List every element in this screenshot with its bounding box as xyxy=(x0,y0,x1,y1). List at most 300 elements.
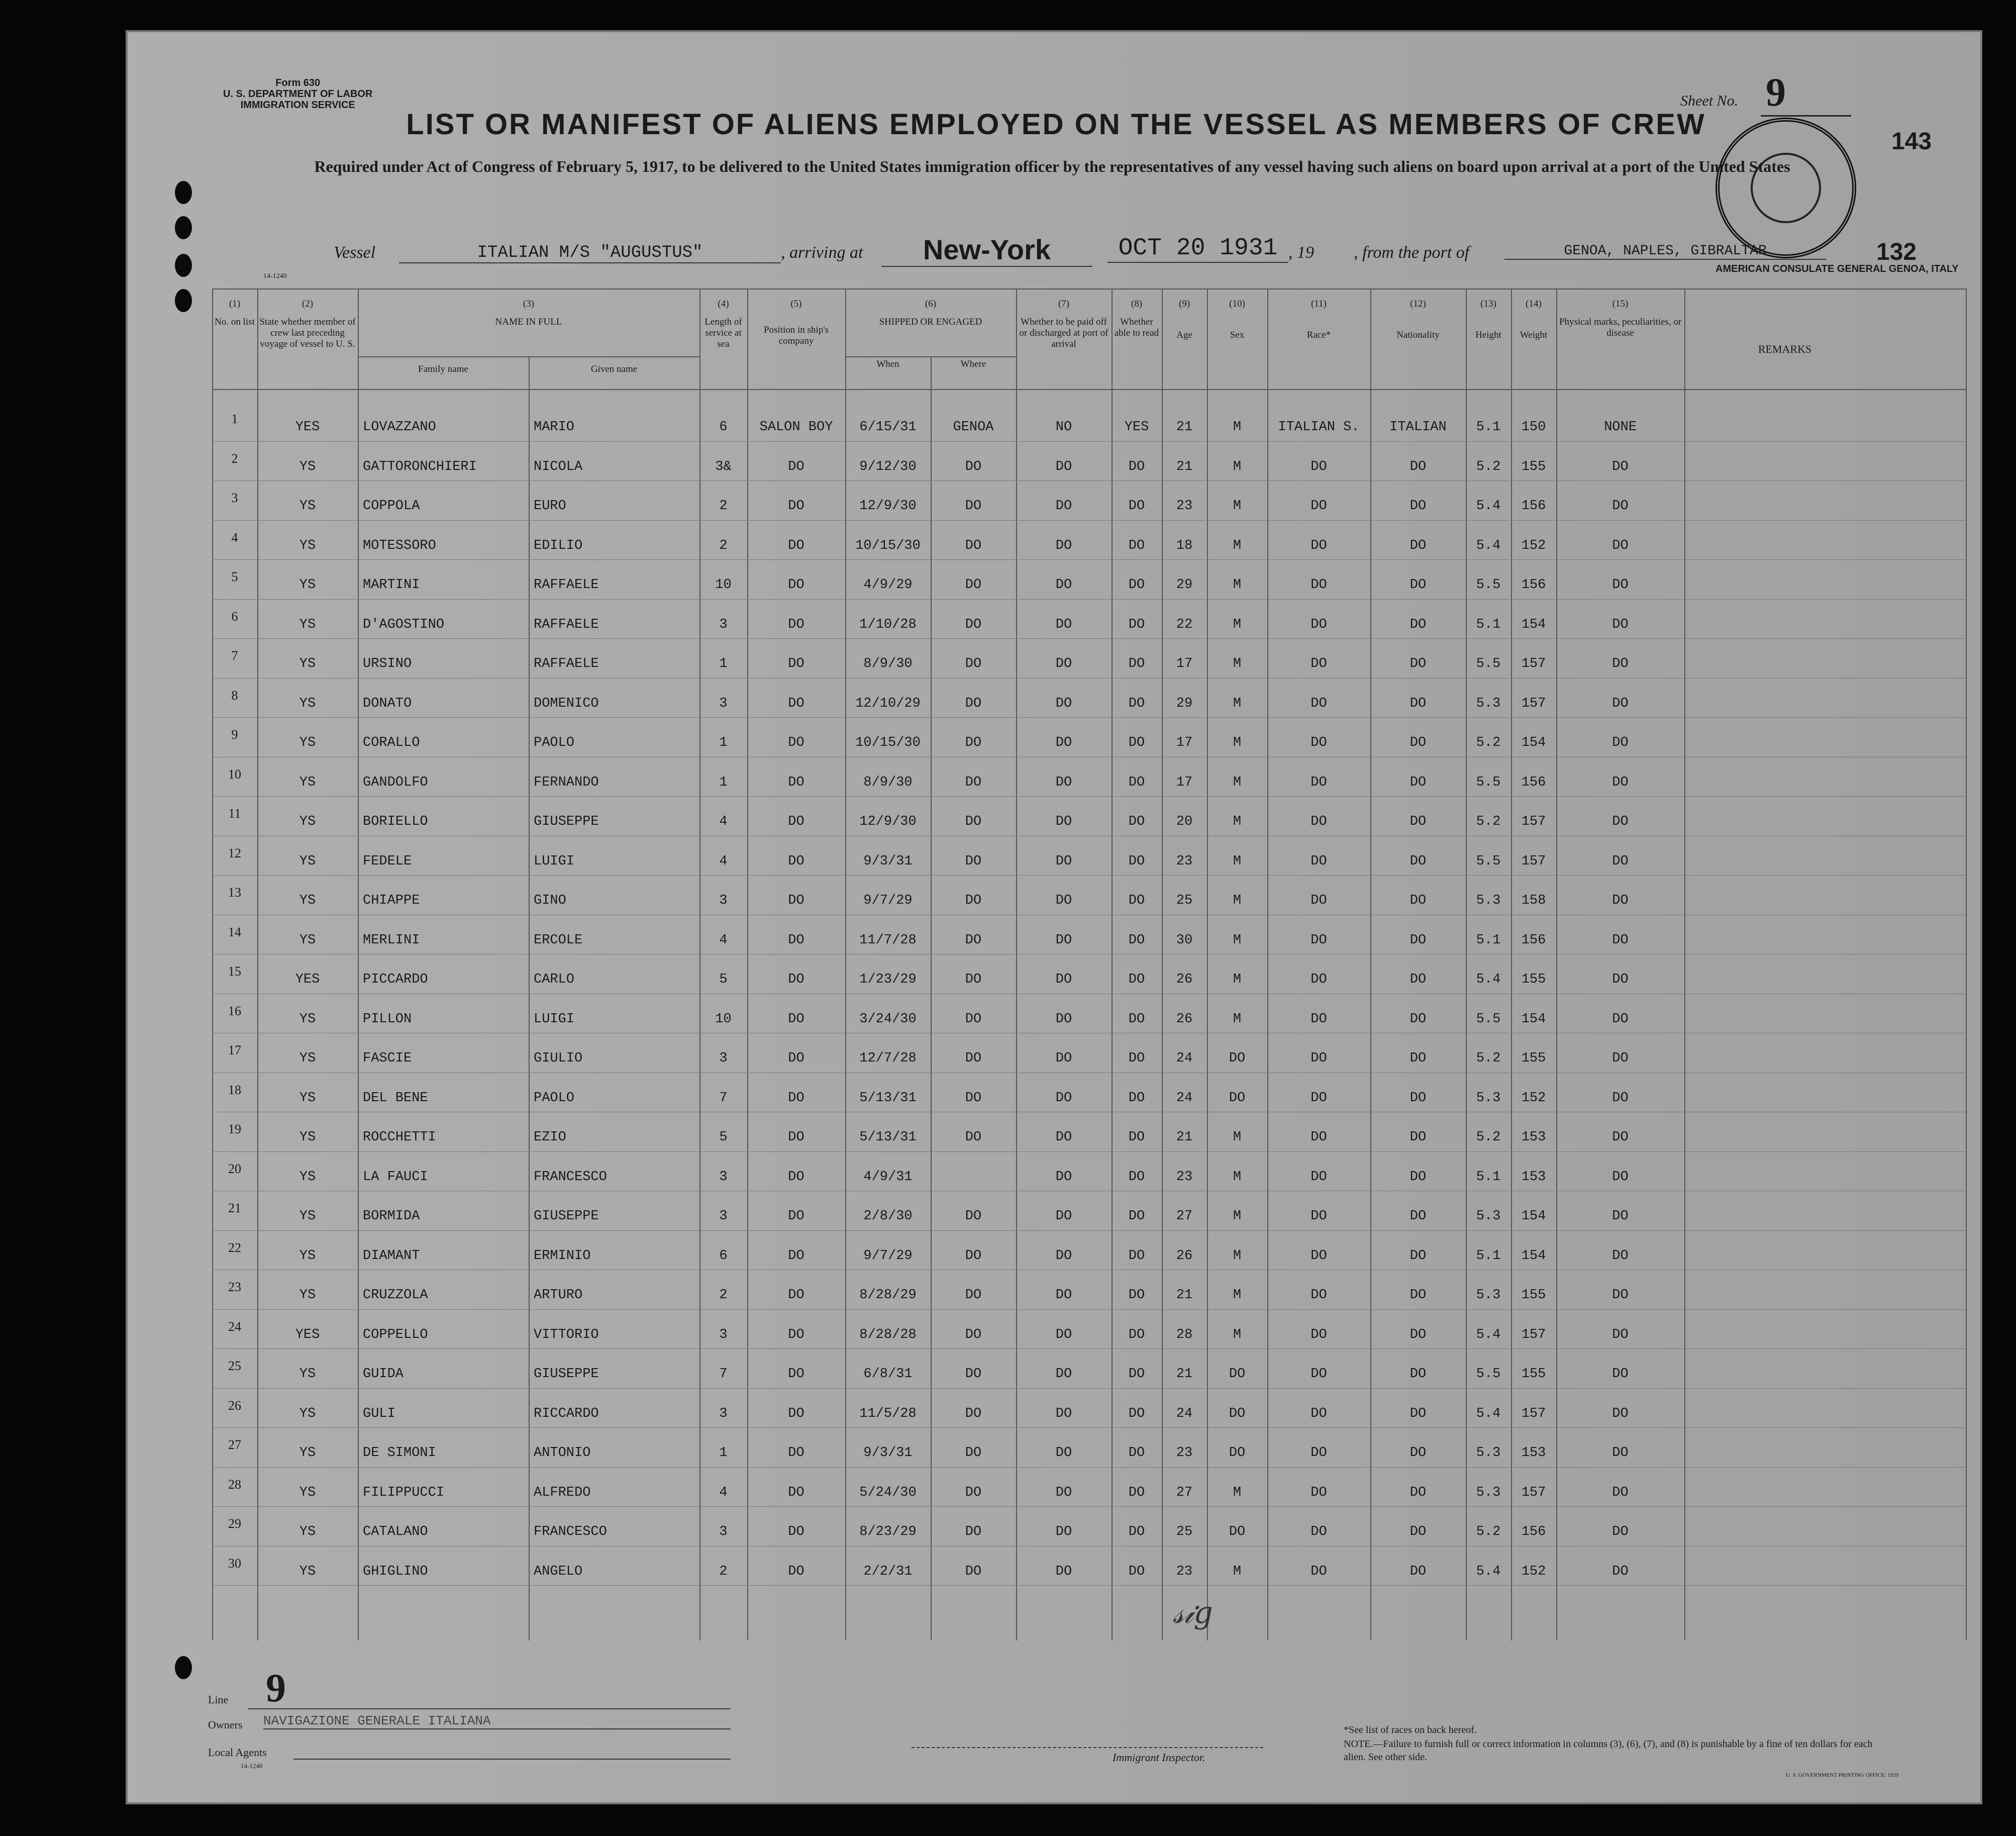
cell-marks: DO xyxy=(1612,1406,1629,1421)
cell-where: DO xyxy=(965,893,982,908)
cell-nat: DO xyxy=(1409,1288,1427,1303)
cell-read: DO xyxy=(1128,775,1145,790)
cell-where: DO xyxy=(965,932,982,948)
column-rule xyxy=(1207,288,1208,1640)
cell-prev: YS xyxy=(299,538,316,553)
form-code-top: 14-1240 xyxy=(263,272,287,280)
cell-race: DO xyxy=(1311,499,1327,514)
inspector-label: Immigrant Inspector. xyxy=(1113,1751,1205,1764)
row-number: 22 xyxy=(228,1240,241,1255)
cell-family: COPPELLO xyxy=(363,1327,428,1342)
cell-given: PAOLO xyxy=(534,1090,575,1106)
cell-height: 5.5 xyxy=(1476,775,1501,790)
cell-prev: YS xyxy=(299,1248,316,1264)
cell-paid: DO xyxy=(1055,1524,1072,1539)
cell-weight: 155 xyxy=(1521,459,1546,474)
department-name: U. S. DEPARTMENT OF LABOR xyxy=(223,88,373,100)
col-sex-label: Sex xyxy=(1230,330,1245,340)
cell-when: 8/9/30 xyxy=(863,656,913,671)
cell-marks: DO xyxy=(1612,735,1629,750)
cell-paid: DO xyxy=(1055,972,1072,987)
cell-given: LUIGI xyxy=(534,1011,575,1027)
col-age-number: (9) xyxy=(1178,299,1190,309)
cell-race: DO xyxy=(1311,1248,1327,1264)
cell-marks: DO xyxy=(1612,932,1629,948)
cell-family: CORALLO xyxy=(363,735,420,750)
col-read-header xyxy=(1112,299,1162,339)
cell-height: 5.1 xyxy=(1476,1169,1501,1185)
cell-marks: DO xyxy=(1612,853,1629,869)
line-number: 9 xyxy=(266,1666,286,1710)
cell-read: YES xyxy=(1124,420,1149,435)
cell-where: DO xyxy=(965,972,982,987)
cell-given: GIUSEPPE xyxy=(534,1209,599,1224)
cell-weight: 155 xyxy=(1521,1288,1546,1303)
cell-nat: DO xyxy=(1409,932,1427,948)
cell-sex: M xyxy=(1233,1130,1242,1145)
column-rule xyxy=(1466,288,1467,1640)
cell-read: DO xyxy=(1128,499,1145,514)
cell-race: DO xyxy=(1311,972,1327,987)
row-rule xyxy=(212,441,1966,442)
cell-weight: 153 xyxy=(1521,1130,1546,1145)
col-read-label: Whether able to read xyxy=(1114,317,1159,338)
col-remarks-header: REMARKS xyxy=(1758,343,1812,355)
cell-marks: DO xyxy=(1612,617,1629,632)
cell-height: 5.4 xyxy=(1476,499,1501,514)
cell-weight: 152 xyxy=(1521,1090,1546,1106)
cell-age: 17 xyxy=(1176,735,1193,750)
cell-marks: DO xyxy=(1612,577,1629,593)
cell-nat: DO xyxy=(1409,972,1427,987)
cell-marks: DO xyxy=(1612,459,1629,474)
cell-family: LOVAZZANO xyxy=(363,420,436,435)
cell-nat: DO xyxy=(1409,1011,1427,1027)
row-number: 8 xyxy=(231,688,238,703)
cell-when: 4/9/31 xyxy=(863,1169,913,1185)
cell-height: 5.4 xyxy=(1476,538,1501,553)
cell-paid: DO xyxy=(1055,1209,1072,1224)
cell-paid: DO xyxy=(1055,1169,1072,1185)
row-number: 20 xyxy=(228,1161,241,1176)
sheet-number: 9 xyxy=(1766,70,1786,115)
cell-nat: DO xyxy=(1409,1051,1427,1066)
document-subtitle: Required under Act of Congress of February 5, 1917, to be delivered to the United States immigration officer by the representatives of any vessel having such aliens on board upon arrival at a port of the United States xyxy=(314,157,1790,175)
col-when-header: When xyxy=(876,359,899,369)
cell-nat: DO xyxy=(1409,499,1427,514)
cell-given: ERMINIO xyxy=(534,1248,591,1264)
cell-weight: 153 xyxy=(1521,1169,1546,1185)
col-family-name-header: Family name xyxy=(418,364,468,374)
cell-weight: 153 xyxy=(1521,1445,1546,1461)
cell-age: 26 xyxy=(1176,1011,1193,1027)
cell-sex: M xyxy=(1233,538,1242,553)
cell-when: 8/23/29 xyxy=(859,1524,917,1539)
races-footnote: *See list of races on back hereof. xyxy=(1344,1724,1477,1735)
cell-nat: DO xyxy=(1409,735,1427,750)
cell-nat: DO xyxy=(1409,1248,1427,1264)
cell-position: DO xyxy=(788,696,804,711)
cell-height: 5.2 xyxy=(1476,735,1501,750)
cell-paid: DO xyxy=(1055,696,1072,711)
cell-age: 24 xyxy=(1176,1051,1193,1066)
from-port-label: , from the port of xyxy=(1354,243,1470,262)
cell-race: DO xyxy=(1311,577,1327,593)
cell-prev: YS xyxy=(299,735,316,750)
col-service-header xyxy=(699,299,747,350)
row-rule xyxy=(212,638,1966,639)
cell-prev: YS xyxy=(299,1406,316,1421)
column-rule xyxy=(1370,288,1371,1640)
cell-when: 12/7/28 xyxy=(859,1051,917,1066)
cell-paid: DO xyxy=(1055,538,1072,553)
cell-paid: DO xyxy=(1055,1327,1072,1342)
cell-family: D'AGOSTINO xyxy=(363,617,445,632)
cell-weight: 157 xyxy=(1521,1485,1546,1500)
cell-when: 10/15/30 xyxy=(855,538,921,553)
cell-race: DO xyxy=(1311,932,1327,948)
cell-height: 5.4 xyxy=(1476,972,1501,987)
arrival-date: OCT 20 1931 xyxy=(1107,235,1288,263)
cell-service: 3 xyxy=(719,1169,728,1185)
col-race-header xyxy=(1267,299,1370,341)
owners-value: NAVIGAZIONE GENERALE ITALIANA xyxy=(263,1713,731,1729)
cell-prev: YS xyxy=(299,853,316,869)
cell-where: DO xyxy=(965,696,982,711)
cell-position: DO xyxy=(788,1327,804,1342)
cell-race: DO xyxy=(1311,1485,1327,1500)
cell-weight: 154 xyxy=(1521,1209,1546,1224)
cell-prev: YS xyxy=(299,1169,316,1185)
cell-family: DONATO xyxy=(363,696,412,711)
col-service-label: Length of service at sea xyxy=(704,317,742,349)
cell-position: DO xyxy=(788,459,804,474)
col-prev-voyage-number: (2) xyxy=(301,299,314,309)
cell-marks: DO xyxy=(1612,656,1629,671)
cell-read: DO xyxy=(1128,696,1145,711)
cell-sex: M xyxy=(1233,932,1242,948)
col-service-number: (4) xyxy=(718,299,729,309)
cell-position: DO xyxy=(788,735,804,750)
cell-given: EDILIO xyxy=(534,538,583,553)
cell-sex: M xyxy=(1233,617,1242,632)
cell-position: DO xyxy=(788,1169,804,1185)
cell-nat: DO xyxy=(1409,1090,1427,1106)
form-number: Form 630 xyxy=(275,77,321,88)
cell-height: 5.2 xyxy=(1476,814,1501,829)
cell-race: DO xyxy=(1311,1288,1327,1303)
cell-service: 3 xyxy=(719,1209,728,1224)
cell-prev: YS xyxy=(299,499,316,514)
cell-position: DO xyxy=(788,1011,804,1027)
cell-race: DO xyxy=(1311,853,1327,869)
cell-marks: DO xyxy=(1612,893,1629,908)
cell-weight: 157 xyxy=(1521,1406,1546,1421)
cell-sex: M xyxy=(1233,1169,1242,1185)
cell-given: ERCOLE xyxy=(534,932,583,948)
cell-height: 5.1 xyxy=(1476,617,1501,632)
col-prev-voyage-label: State whether member of crew last preceding voyage of vessel to U. S. xyxy=(259,317,356,349)
cell-marks: DO xyxy=(1612,775,1629,790)
cell-read: DO xyxy=(1128,893,1145,908)
cell-where: DO xyxy=(965,735,982,750)
cell-sex: M xyxy=(1233,735,1242,750)
cell-sex: M xyxy=(1233,420,1242,435)
cell-height: 5.4 xyxy=(1476,1406,1501,1421)
cell-sex: M xyxy=(1233,972,1242,987)
owners-label: Owners xyxy=(208,1718,243,1731)
cell-nat: DO xyxy=(1409,775,1427,790)
cell-position: DO xyxy=(788,1445,804,1461)
cell-height: 5.3 xyxy=(1476,1288,1501,1303)
col-position-number: (5) xyxy=(790,299,802,309)
cell-family: PILLON xyxy=(363,1011,412,1027)
year-label: , 19 xyxy=(1288,243,1314,262)
service-name: IMMIGRATION SERVICE xyxy=(240,100,355,111)
cell-prev: YS xyxy=(299,1130,316,1145)
row-rule xyxy=(212,717,1966,718)
cell-position: DO xyxy=(788,1090,804,1106)
cell-race: DO xyxy=(1311,459,1327,474)
subheader-rule xyxy=(845,356,1016,357)
cell-paid: DO xyxy=(1055,1564,1072,1579)
punch-hole xyxy=(175,289,192,312)
cell-family: PICCARDO xyxy=(363,972,428,987)
cell-family: GANDOLFO xyxy=(363,775,428,790)
cell-marks: DO xyxy=(1612,1130,1629,1145)
cell-prev: YS xyxy=(299,1524,316,1539)
cell-when: 6/8/31 xyxy=(863,1367,913,1382)
col-shipped-label: SHIPPED OR ENGAGED xyxy=(879,317,982,327)
cell-prev: YS xyxy=(299,1090,316,1106)
column-rule xyxy=(1684,288,1685,1640)
cell-service: 7 xyxy=(719,1367,728,1382)
cell-when: 6/15/31 xyxy=(859,420,917,435)
cell-age: 25 xyxy=(1176,1524,1193,1539)
cell-marks: DO xyxy=(1612,1445,1629,1461)
cell-nat: ITALIAN xyxy=(1389,420,1447,435)
cell-given: NICOLA xyxy=(534,459,583,474)
cell-read: DO xyxy=(1128,1209,1145,1224)
cell-service: 5 xyxy=(719,972,728,987)
cell-prev: YS xyxy=(299,656,316,671)
crew-table xyxy=(212,288,1966,1640)
cell-where: DO xyxy=(965,1445,982,1461)
cell-marks: DO xyxy=(1612,1288,1629,1303)
cell-read: DO xyxy=(1128,656,1145,671)
row-rule xyxy=(212,1151,1966,1152)
cell-sex: DO xyxy=(1229,1367,1246,1382)
cell-position: DO xyxy=(788,853,804,869)
cell-weight: 154 xyxy=(1521,735,1546,750)
cell-race: DO xyxy=(1311,1011,1327,1027)
column-rule xyxy=(845,288,846,1640)
cell-position: DO xyxy=(788,577,804,593)
cell-service: 2 xyxy=(719,499,728,514)
row-number: 25 xyxy=(228,1359,241,1373)
cell-read: DO xyxy=(1128,1367,1145,1382)
cell-when: 5/13/31 xyxy=(859,1130,917,1145)
row-number: 29 xyxy=(228,1516,241,1531)
cell-service: 3 xyxy=(719,1327,728,1342)
cell-height: 5.2 xyxy=(1476,1524,1501,1539)
col-weight-header xyxy=(1511,299,1556,341)
cell-sex: M xyxy=(1233,893,1242,908)
cell-given: GIUSEPPE xyxy=(534,1367,599,1382)
row-number: 2 xyxy=(231,451,238,466)
cell-age: 24 xyxy=(1176,1406,1193,1421)
cell-paid: DO xyxy=(1055,499,1072,514)
cell-given: EURO xyxy=(534,499,566,514)
cell-race: DO xyxy=(1311,538,1327,553)
cell-prev: YS xyxy=(299,1485,316,1500)
column-rule xyxy=(1966,288,1967,1640)
row-rule xyxy=(212,480,1966,481)
cell-prev: YS xyxy=(299,696,316,711)
cell-prev: YS xyxy=(299,1051,316,1066)
cell-position: DO xyxy=(788,814,804,829)
manifest-sheet xyxy=(126,30,1982,1804)
cell-prev: YS xyxy=(299,775,316,790)
cell-prev: YS xyxy=(299,1564,316,1579)
row-number: 3 xyxy=(231,491,238,505)
cell-sex: M xyxy=(1233,1248,1242,1264)
cell-position: DO xyxy=(788,1209,804,1224)
col-paid-off-label: Whether to be paid off or discharged at port of arrival xyxy=(1019,317,1108,349)
vessel-label: Vessel xyxy=(334,243,376,262)
col-name-header xyxy=(358,299,699,328)
cell-where: DO xyxy=(965,577,982,593)
cell-age: 27 xyxy=(1176,1209,1193,1224)
row-number: 12 xyxy=(228,845,241,860)
cell-position: DO xyxy=(788,1130,804,1145)
cell-given: EZIO xyxy=(534,1130,566,1145)
cell-marks: DO xyxy=(1612,1209,1629,1224)
cell-marks: DO xyxy=(1612,1051,1629,1066)
cell-family: GHIGLINO xyxy=(363,1564,428,1579)
column-rule xyxy=(1112,288,1113,1640)
cell-family: GULI xyxy=(363,1406,395,1421)
column-rule xyxy=(1016,288,1017,1640)
cell-service: 4 xyxy=(719,932,728,948)
cell-family: URSINO xyxy=(363,656,412,671)
cell-nat: DO xyxy=(1409,1445,1427,1461)
col-read-number: (8) xyxy=(1131,299,1143,309)
cell-family: GUIDA xyxy=(363,1367,404,1382)
cell-height: 5.4 xyxy=(1476,1327,1501,1342)
cell-when: 8/28/28 xyxy=(859,1327,917,1342)
col-nationality-header xyxy=(1370,299,1466,341)
cell-position: DO xyxy=(788,499,804,514)
cell-family: FASCIE xyxy=(363,1051,412,1066)
cell-read: DO xyxy=(1128,735,1145,750)
cell-service: 2 xyxy=(719,538,728,553)
cell-service: 1 xyxy=(719,735,728,750)
form-identifier xyxy=(223,77,372,111)
cell-where: DO xyxy=(965,1564,982,1579)
cell-given: ARTURO xyxy=(534,1288,583,1303)
row-rule xyxy=(212,796,1966,797)
cell-age: 29 xyxy=(1176,577,1193,593)
cell-read: DO xyxy=(1128,1051,1145,1066)
row-rule xyxy=(212,678,1966,679)
cell-marks: DO xyxy=(1612,1367,1629,1382)
punch-hole xyxy=(175,216,192,239)
cell-paid: DO xyxy=(1055,735,1072,750)
cell-sex: M xyxy=(1233,1327,1242,1342)
cell-paid: DO xyxy=(1055,1288,1072,1303)
cell-race: DO xyxy=(1311,1524,1327,1539)
cell-age: 21 xyxy=(1176,1288,1193,1303)
cell-read: DO xyxy=(1128,1445,1145,1461)
cell-family: LA FAUCI xyxy=(363,1169,428,1185)
cell-read: DO xyxy=(1128,1090,1145,1106)
cell-position: DO xyxy=(788,932,804,948)
cell-where: DO xyxy=(965,1327,982,1342)
row-number: 24 xyxy=(228,1319,241,1334)
cell-race: DO xyxy=(1311,696,1327,711)
cell-weight: 154 xyxy=(1521,1011,1546,1027)
cell-marks: DO xyxy=(1612,1485,1629,1500)
row-number: 19 xyxy=(228,1122,241,1136)
col-name-label: NAME IN FULL xyxy=(495,317,562,327)
row-number: 16 xyxy=(228,1003,241,1018)
cell-height: 5.2 xyxy=(1476,459,1501,474)
cell-read: DO xyxy=(1128,1485,1145,1500)
column-rule xyxy=(1511,288,1512,1640)
cell-marks: DO xyxy=(1612,1327,1629,1342)
cell-read: DO xyxy=(1128,1524,1145,1539)
cell-age: 17 xyxy=(1176,656,1193,671)
cell-family: FEDELE xyxy=(363,853,412,869)
cell-when: 11/7/28 xyxy=(859,932,917,948)
cell-given: CARLO xyxy=(534,972,575,987)
cell-where: DO xyxy=(965,656,982,671)
col-sex-number: (10) xyxy=(1229,299,1245,309)
cell-where: GENOA xyxy=(953,420,994,435)
column-rule xyxy=(257,288,258,1640)
cell-sex: DO xyxy=(1229,1051,1246,1066)
cell-read: DO xyxy=(1128,1564,1145,1579)
cell-weight: 154 xyxy=(1521,617,1546,632)
cell-marks: DO xyxy=(1612,1011,1629,1027)
cell-service: 5 xyxy=(719,1130,728,1145)
cell-paid: DO xyxy=(1055,1367,1072,1382)
cell-nat: DO xyxy=(1409,656,1427,671)
cell-given: FRANCESCO xyxy=(534,1524,607,1539)
cell-race: DO xyxy=(1311,656,1327,671)
cell-age: 23 xyxy=(1176,499,1193,514)
cell-where: DO xyxy=(965,1051,982,1066)
cell-position: SALON BOY xyxy=(759,420,833,435)
cell-nat: DO xyxy=(1409,893,1427,908)
cell-race: DO xyxy=(1311,1445,1327,1461)
cell-weight: 157 xyxy=(1521,853,1546,869)
row-number: 1 xyxy=(231,412,238,426)
cell-position: DO xyxy=(788,1406,804,1421)
cell-position: DO xyxy=(788,617,804,632)
cell-age: 23 xyxy=(1176,1445,1193,1461)
cell-height: 5.5 xyxy=(1476,853,1501,869)
cell-paid: DO xyxy=(1055,577,1072,593)
row-rule xyxy=(212,1427,1966,1428)
cell-nat: DO xyxy=(1409,538,1427,553)
cell-weight: 154 xyxy=(1521,1248,1546,1264)
cell-when: 5/24/30 xyxy=(859,1485,917,1500)
column-rule xyxy=(1556,288,1557,1640)
cell-given: RAFFAELE xyxy=(534,656,599,671)
cell-position: DO xyxy=(788,893,804,908)
